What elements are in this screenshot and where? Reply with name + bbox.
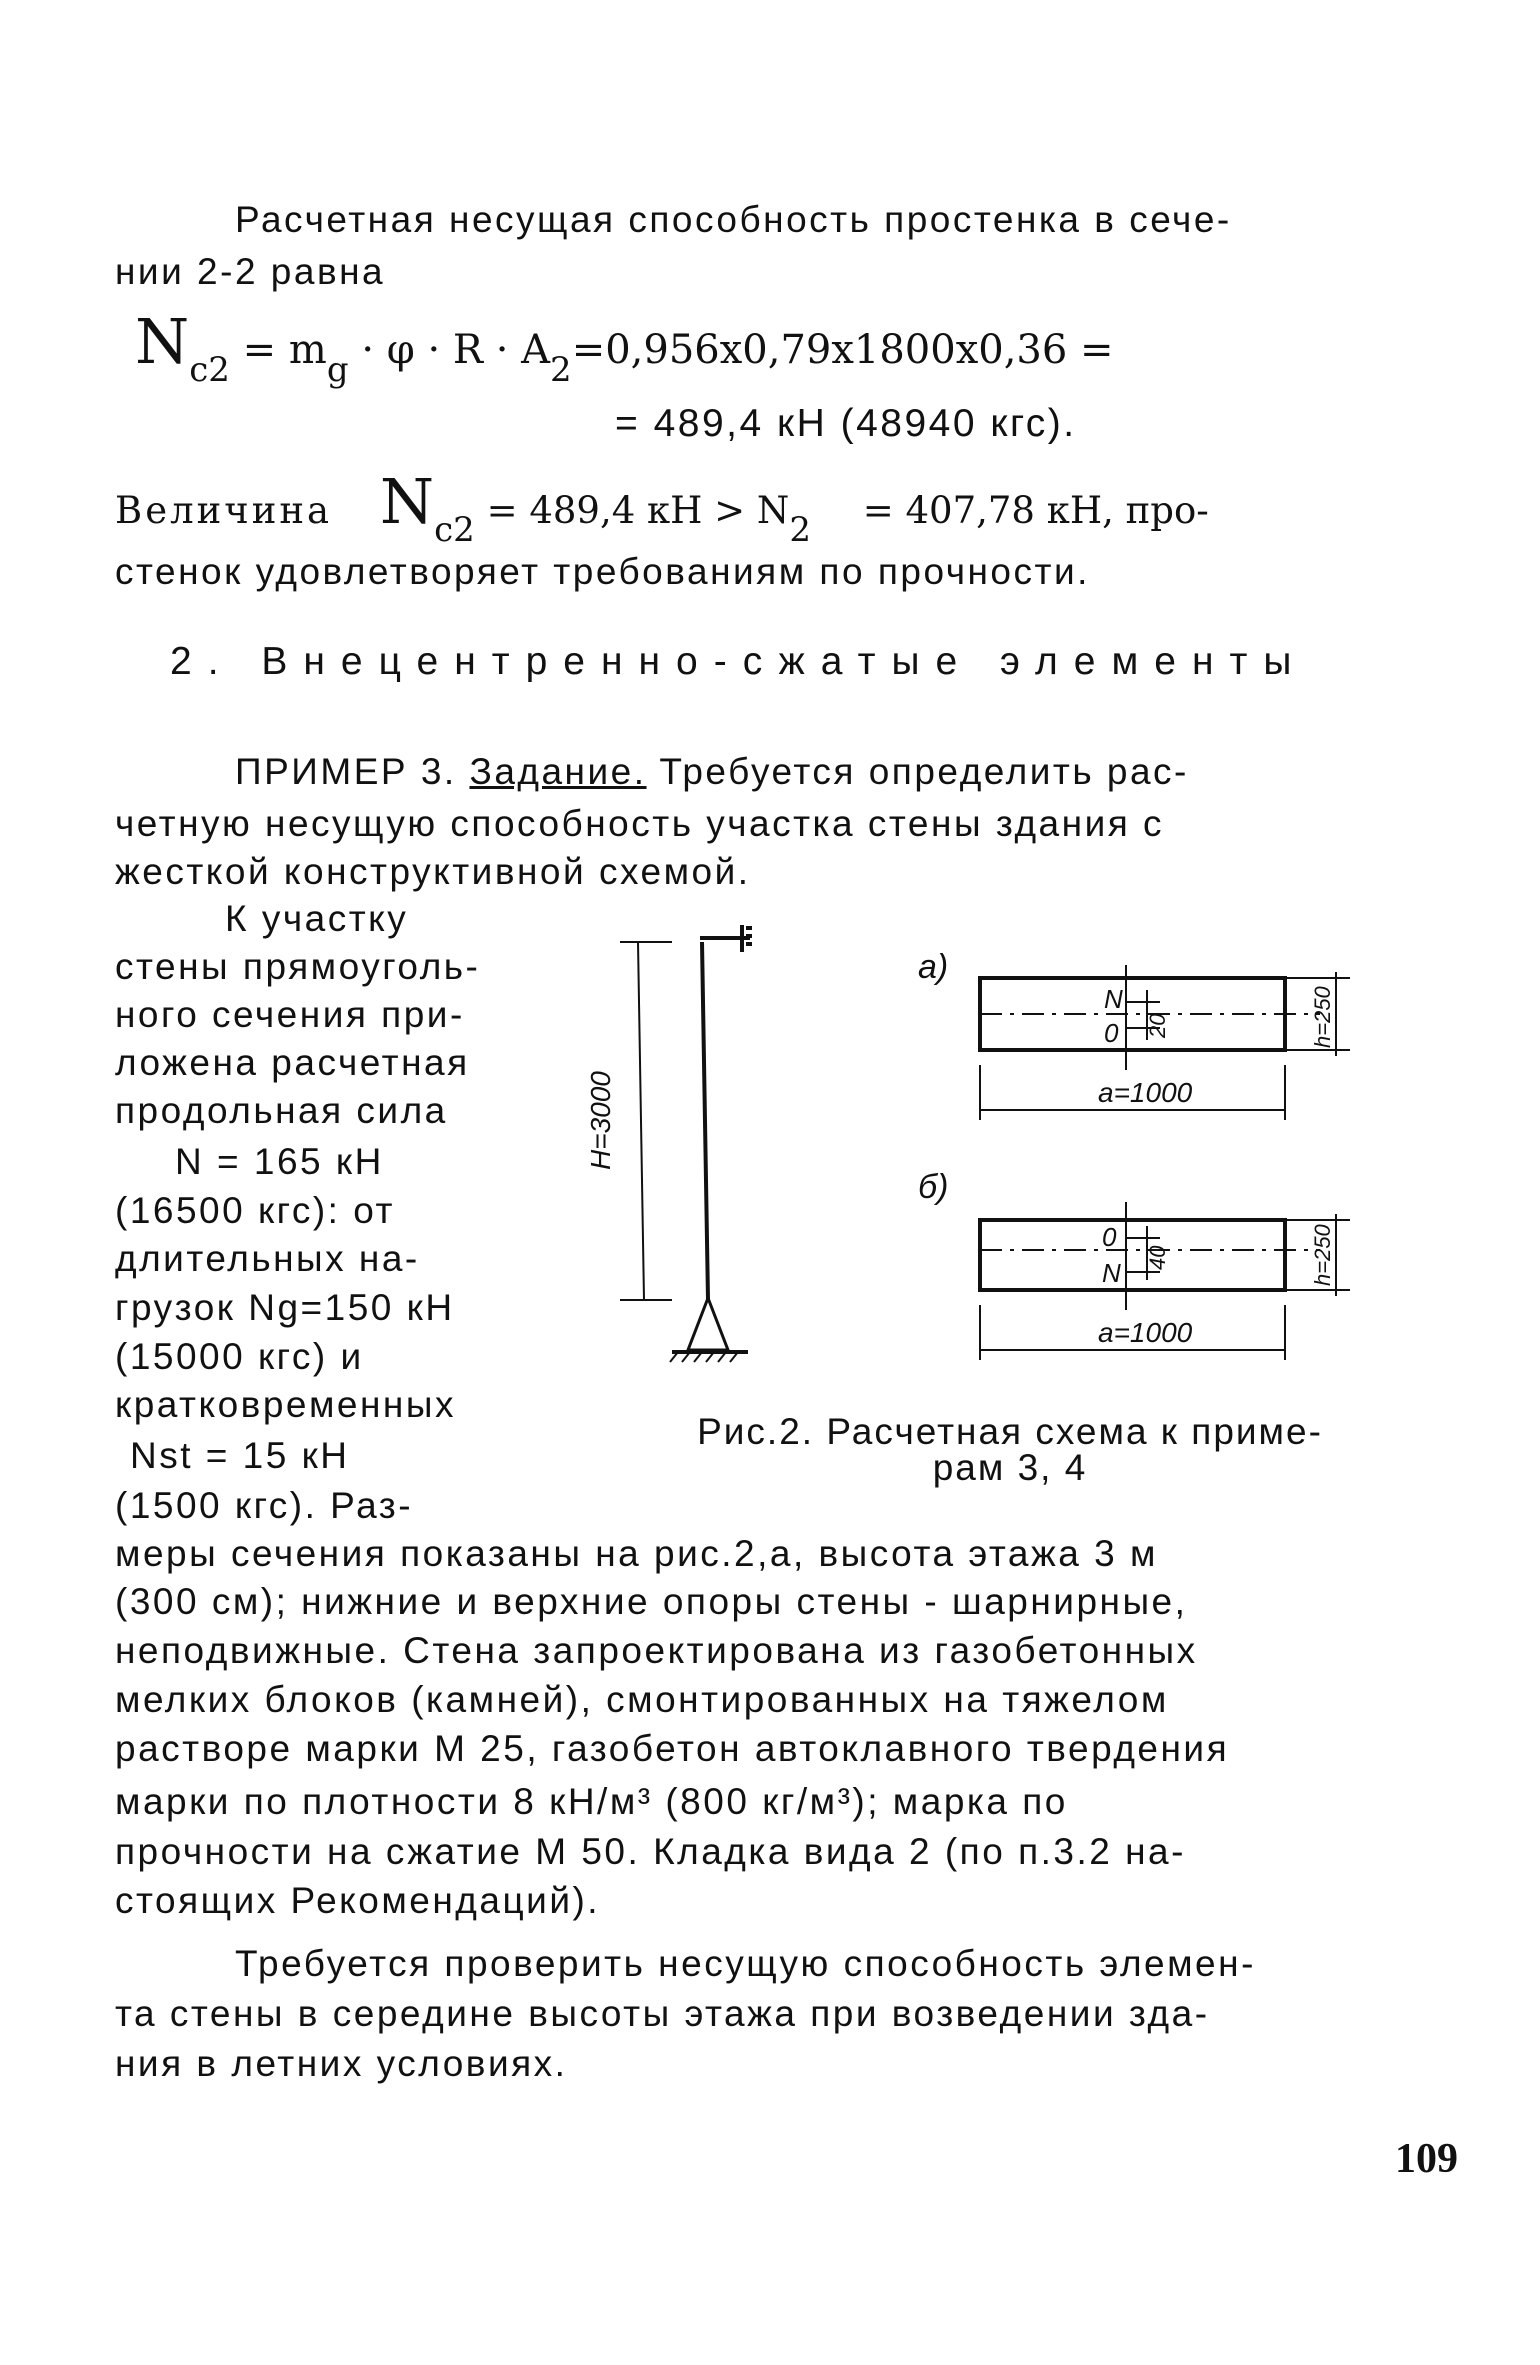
paragraph-line: растворе марки М 25, газобетон автоклавного твердения bbox=[115, 1728, 1230, 1769]
paragraph-line: стенок удовлетворяет требованиям по прочности. bbox=[115, 551, 1090, 592]
paragraph-line: четную несущую способность участка стены здания с bbox=[115, 803, 1165, 844]
column-line: ного сечения при- bbox=[115, 994, 465, 1035]
label-b: б) bbox=[918, 1168, 949, 1206]
column-line: грузок Ng=150 кН bbox=[115, 1287, 455, 1328]
column-line-axis bbox=[702, 942, 708, 1300]
section-a-N: N bbox=[1104, 984, 1123, 1014]
calculation-scheme-figure bbox=[560, 920, 1390, 1390]
paragraph-line: марки по плотности 8 кН/м³ (800 кг/м³); марка по bbox=[115, 1781, 1068, 1822]
example-prefix: ПРИМЕР 3. bbox=[235, 751, 457, 792]
example-text: Требуется определить рас- bbox=[659, 751, 1189, 792]
paragraph-line: прочности на сжатие М 50. Кладка вида 2 (по п.3.2 на- bbox=[115, 1831, 1186, 1872]
example-line bbox=[235, 748, 1189, 796]
paragraph-line: мелких блоков (камней), смонтированных на тяжелом bbox=[115, 1679, 1169, 1720]
section-b-O: 0 bbox=[1102, 1222, 1117, 1252]
formula-subscript: 2 bbox=[789, 510, 811, 550]
paragraph-line: жесткой конструктивной схемой. bbox=[115, 851, 751, 892]
formula-line bbox=[135, 305, 1114, 390]
formula-term: · φ · R · A bbox=[361, 327, 551, 373]
column-line: стены прямоуголь- bbox=[115, 946, 481, 987]
paragraph-line: Требуется проверить несущую способность элемен- bbox=[235, 1943, 1256, 1984]
column-line: К участку bbox=[225, 898, 409, 939]
paragraph-line: меры сечения показаны на рис.2,а, высота этажа 3 м bbox=[115, 1533, 1158, 1574]
formula-term: = 407,78 кН, про- bbox=[862, 489, 1209, 532]
pin-support-icon bbox=[688, 1298, 728, 1350]
section-b-N: N bbox=[1102, 1258, 1121, 1288]
formula-subscript: g bbox=[326, 350, 349, 390]
figure-caption-line: Рис.2. Расчетная схема к приме- bbox=[697, 1411, 1323, 1452]
formula-subscript: 2 bbox=[550, 350, 572, 390]
formula-subscript: c2 bbox=[434, 510, 475, 550]
column-scheme bbox=[620, 925, 752, 1362]
paragraph-line: нии 2-2 равна bbox=[115, 251, 386, 292]
page-number: 109 bbox=[1395, 2136, 1458, 2182]
column-line: кратковременных bbox=[115, 1384, 456, 1425]
section-b-width: a=1000 bbox=[1098, 1317, 1193, 1348]
section-heading: 2. Внецентренно-сжатые элементы bbox=[170, 640, 1308, 683]
paragraph-word: Величина bbox=[115, 489, 333, 532]
formula-term: =0,956x0,79x1800x0,36 = bbox=[571, 327, 1114, 373]
column-line: (16500 кгс): от bbox=[115, 1190, 395, 1231]
formula-result: = 489,4 кН (48940 кгс). bbox=[615, 402, 1077, 445]
column-line: (1500 кгс). Раз- bbox=[115, 1485, 414, 1526]
paragraph-line: та стены в середине высоты этажа при возведении зда- bbox=[115, 1993, 1210, 2034]
formula-symbol: N bbox=[379, 465, 435, 538]
column-line: длительных на- bbox=[115, 1238, 420, 1279]
formula-term: = m bbox=[242, 327, 327, 373]
section-a-ecc: 20 bbox=[1145, 1013, 1170, 1038]
paragraph-line: стоящих Рекомендаций). bbox=[115, 1880, 601, 1921]
formula-symbol: N bbox=[135, 305, 190, 378]
column-line: продольная сила bbox=[115, 1090, 448, 1131]
paragraph-line: неподвижные. Стена запроектирована из газобетонных bbox=[115, 1630, 1198, 1671]
column-line: Nst = 15 кН bbox=[130, 1435, 350, 1476]
paragraph-line: (300 см); нижние и верхние опоры стены - шарнирные, bbox=[115, 1581, 1188, 1622]
height-label: H=3000 bbox=[585, 1071, 616, 1170]
section-b-ecc: 40 bbox=[1145, 1245, 1170, 1270]
paragraph-line: Расчетная несущая способность простенка в сече- bbox=[235, 199, 1232, 240]
section-a-O: 0 bbox=[1104, 1018, 1119, 1048]
column-line: N = 165 кН bbox=[175, 1141, 384, 1182]
column-line: ложена расчетная bbox=[115, 1042, 470, 1083]
paragraph-line: ния в летних условиях. bbox=[115, 2043, 568, 2084]
section-a-height: h=250 bbox=[1310, 986, 1335, 1048]
figure-caption-line: рам 3, 4 bbox=[932, 1447, 1088, 1488]
formula-term: = 489,4 кН > N bbox=[486, 489, 790, 532]
formula-subscript: c2 bbox=[189, 350, 230, 390]
inequality-line bbox=[115, 465, 1209, 550]
label-a: а) bbox=[918, 948, 949, 986]
example-task-word: Задание. bbox=[469, 751, 647, 792]
section-b-height: h=250 bbox=[1310, 1224, 1335, 1286]
section-a-width: a=1000 bbox=[1098, 1077, 1193, 1108]
column-line: (15000 кгс) и bbox=[115, 1336, 364, 1377]
